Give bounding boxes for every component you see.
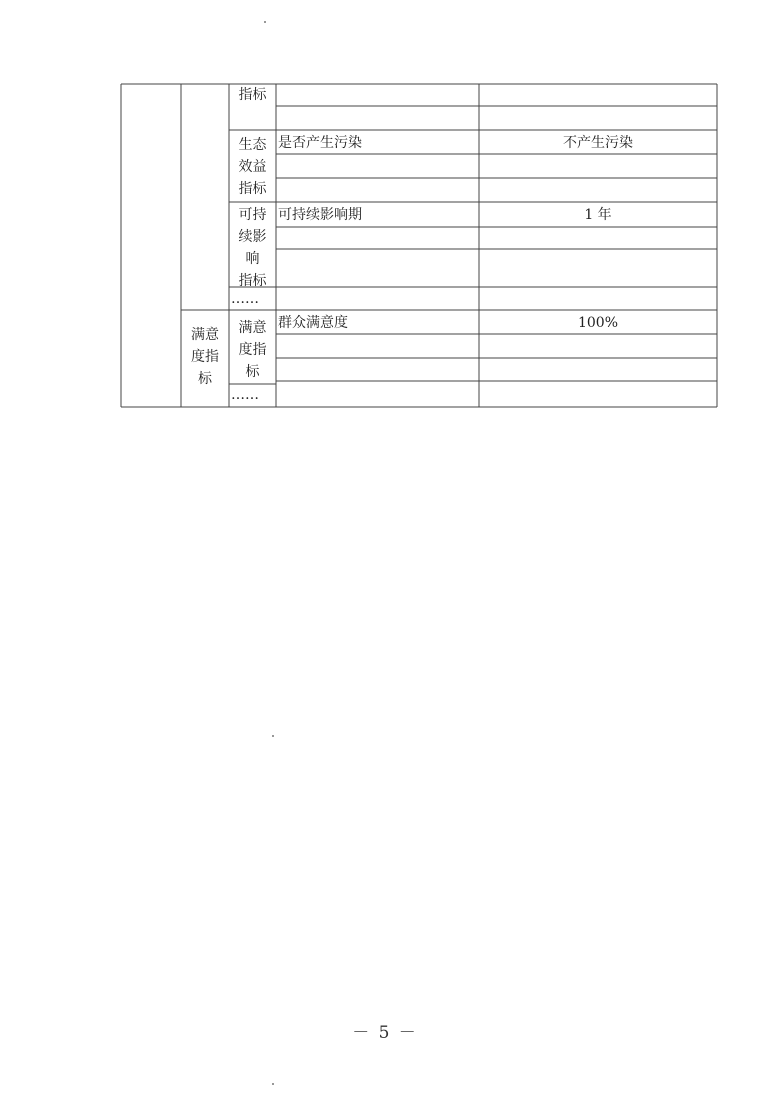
scan-speck	[272, 1083, 274, 1085]
sub-label-satisfaction: 满意 度指 标	[238, 320, 267, 380]
scan-speck	[264, 21, 266, 23]
page-number: － 5 －	[352, 1023, 418, 1043]
indicator-table	[121, 84, 717, 407]
value-public-satisfaction: 100%	[577, 315, 619, 331]
indicator-public-satisfaction: 群众满意度	[278, 315, 348, 331]
group-label-satisfaction: 满意 度指 标	[191, 327, 219, 387]
indicator-sustain-period: 可持续影响期	[278, 207, 362, 223]
sub-label-ecological: 生态 效益 指标	[238, 137, 267, 197]
sub-label-benefit-tail: 指标	[238, 87, 267, 103]
indicator-pollution: 是否产生污染	[278, 135, 362, 151]
value-sustain-period: 1 年	[584, 207, 612, 223]
sub-label-sustainability: 可持 续影 响 指标	[238, 207, 267, 289]
sub-label-ellipsis: ……	[231, 387, 259, 403]
scan-speck	[272, 735, 274, 737]
sub-label-ellipsis: ……	[231, 291, 259, 307]
value-pollution: 不产生污染	[563, 135, 633, 151]
